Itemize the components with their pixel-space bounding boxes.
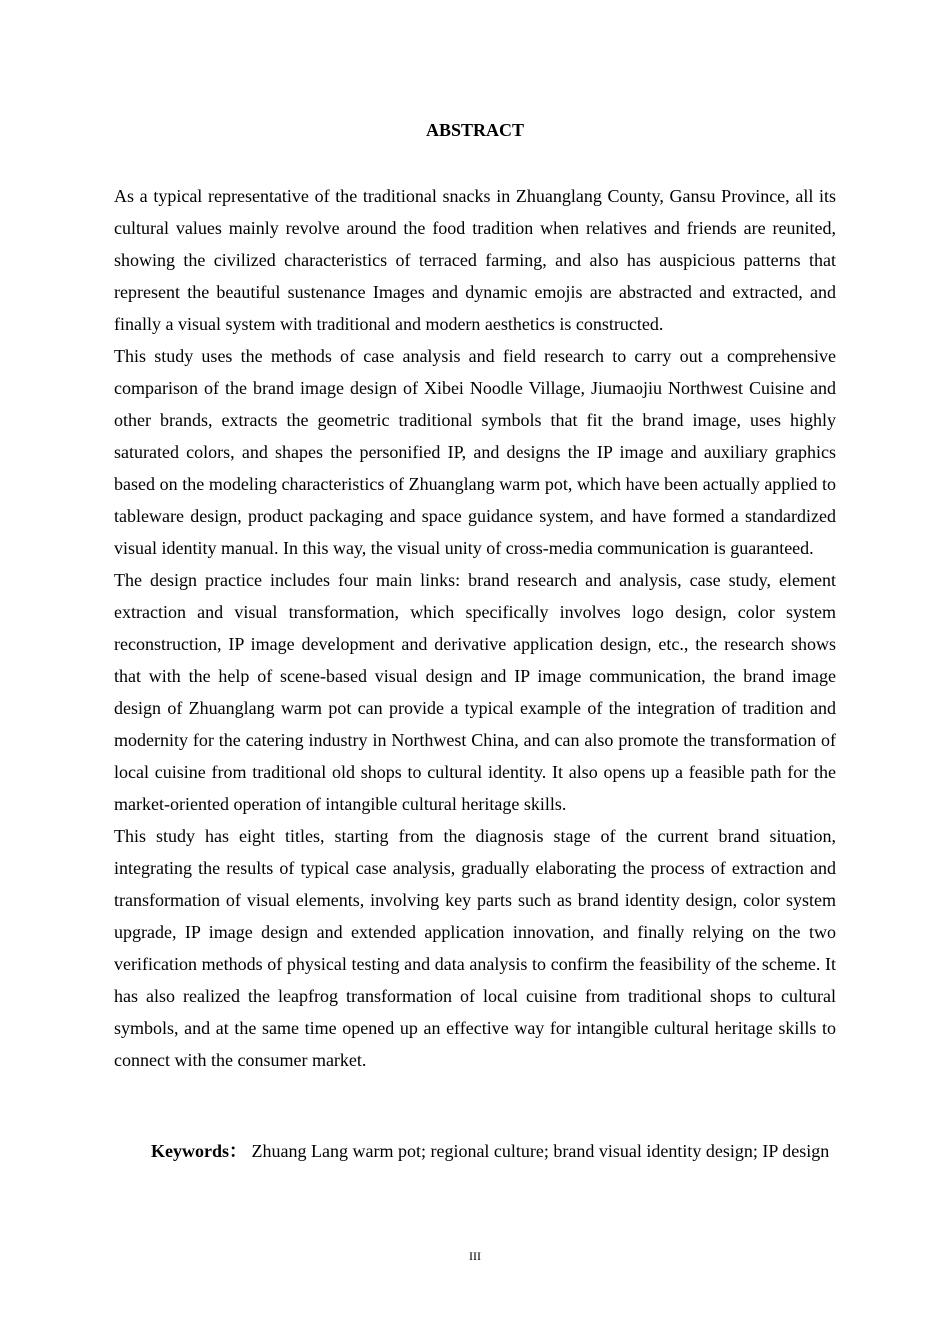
keywords-text: Zhuang Lang warm pot; regional culture; brand visual identity design; IP design [251, 1141, 830, 1161]
abstract-paragraph-1: As a typical representative of the traditional snacks in Zhuanglang County, Gansu Province, all its cultural values mainly revolve around the food tradition when relatives and friends are reunited, showing the civilized characteristics of terraced farming, and also has auspicious patterns that represent the beautiful sustenance Images and dynamic emojis are abstracted and extracted, and finally a visual system with traditional and modern aesthetics is constructed. [114, 186, 836, 334]
abstract-title: ABSTRACT [425, 120, 525, 140]
page-number: III [469, 1249, 481, 1263]
abstract-paragraph-2: This study uses the methods of case analysis and field research to carry out a comprehensive comparison of the brand image design of Xibei Noodle Village, Jiumaojiu Northwest Cuisine and other brands, extracts the geometric traditional symbols that fit the brand image, uses highly saturated colors, and shapes the personified IP, and designs the IP image and auxiliary graphics based on the modeling characteristics of Zhuanglang warm pot, which have been actually applied to tableware design, product packaging and space guidance system, and have formed a standardized visual identity manual. In this way, the visual unity of cross-media communication is guaranteed. [114, 346, 836, 558]
keywords-line [114, 1136, 836, 1167]
abstract-body [114, 180, 836, 1076]
abstract-paragraph-3: The design practice includes four main links: brand research and analysis, case study, element extraction and visual transformation, which specifically involves logo design, color system reconstruction, IP image development and derivative application design, etc., the research shows that with the help of scene-based visual design and IP image communication, the brand image design of Zhuanglang warm pot can provide a typical example of the integration of tradition and modernity for the catering industry in Northwest China, and can also promote the transformation of local cuisine from traditional old shops to cultural identity. It also opens up a feasible path for the market-oriented operation of intangible cultural heritage skills. [114, 570, 836, 814]
abstract-paragraph-4: This study has eight titles, starting from the diagnosis stage of the current brand situation, integrating the results of typical case analysis, gradually elaborating the process of extraction and transformation of visual elements, involving key parts such as brand identity design, color system upgrade, IP image design and extended application innovation, and finally relying on the two verification methods of physical testing and data analysis to confirm the feasibility of the scheme. It has also realized the leapfrog transformation of local cuisine from traditional shops to cultural symbols, and at the same time opened up an effective way for intangible cultural heritage skills to connect with the consumer market. [114, 826, 836, 1070]
keywords-label: Keywords： [151, 1141, 247, 1161]
